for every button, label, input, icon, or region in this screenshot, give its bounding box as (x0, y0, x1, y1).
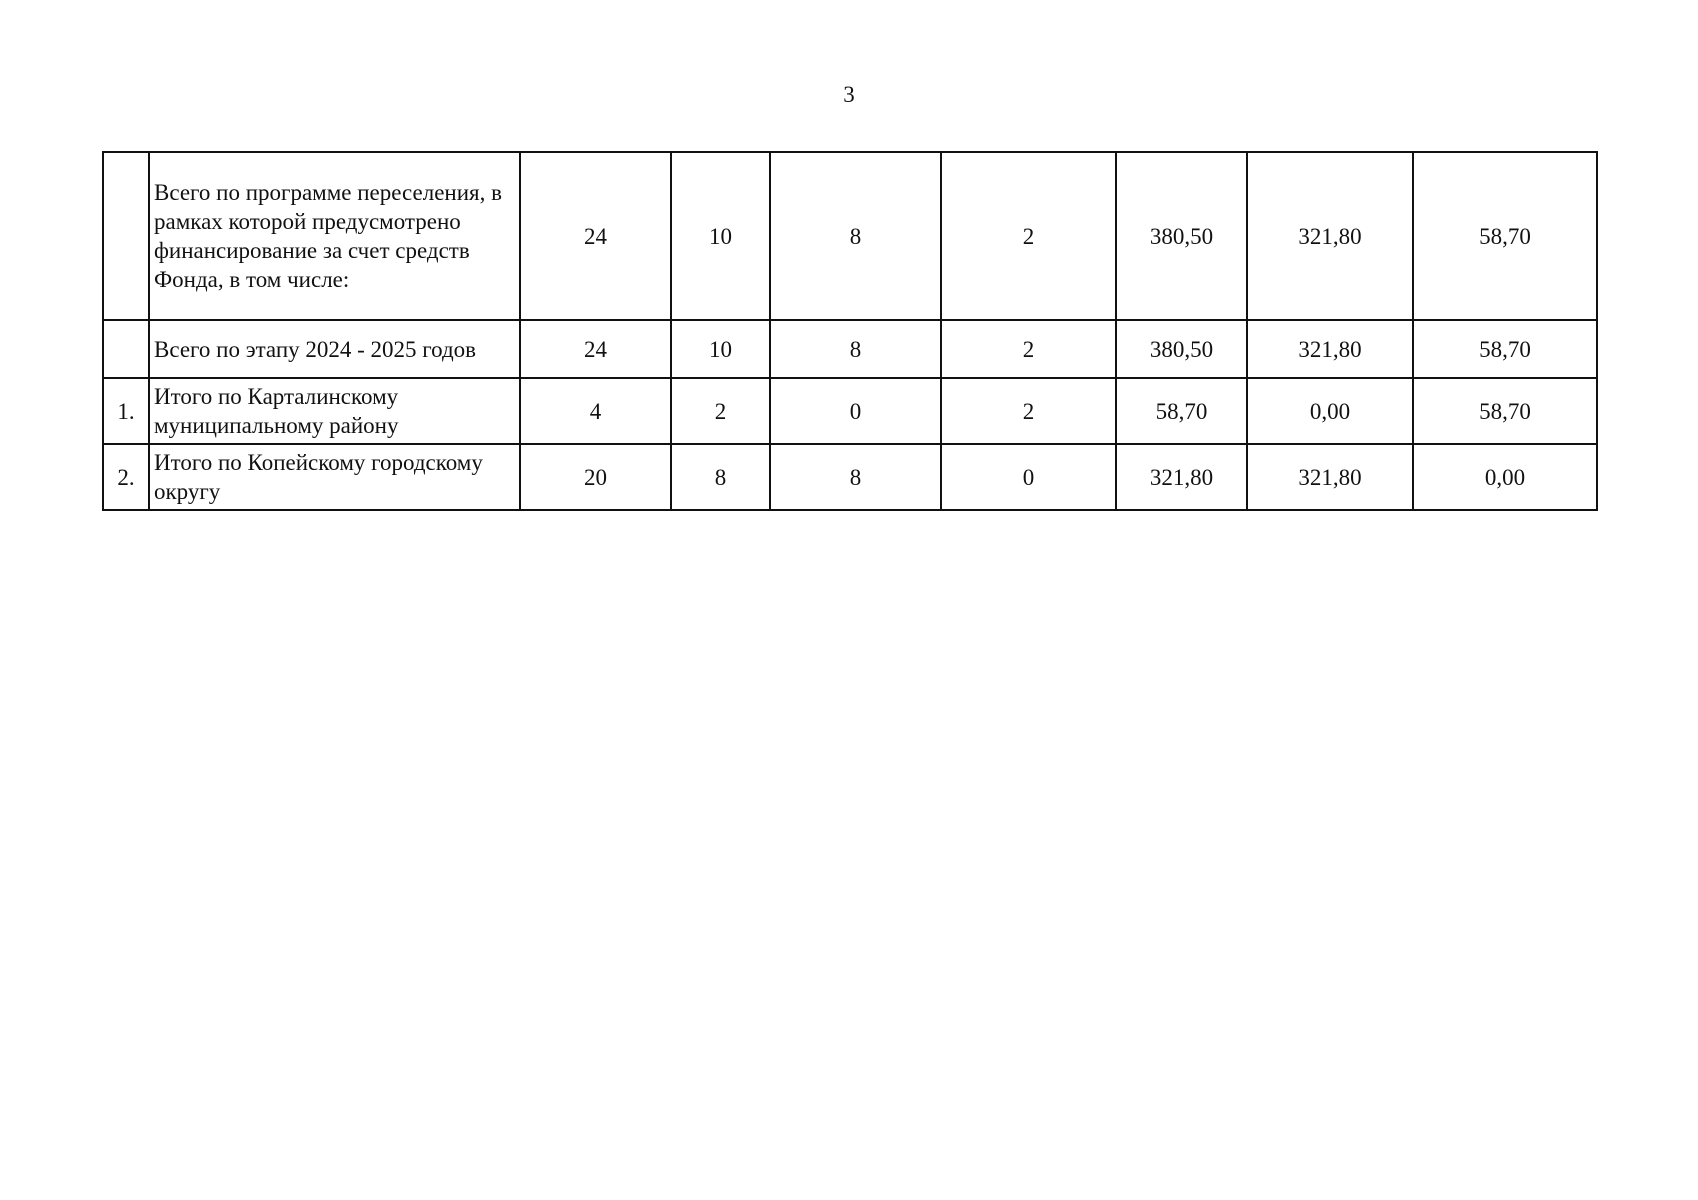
table-row (103, 152, 1597, 320)
value-cell: 58,70 (1413, 320, 1597, 378)
row-label: Всего по программе переселения, в рамках которой предусмотрено финансирование за счет средств Фонда, в том числе: (149, 152, 520, 320)
value-cell: 20 (520, 444, 671, 510)
value-cell: 0 (770, 378, 941, 444)
value-cell: 8 (770, 152, 941, 320)
table-row (103, 320, 1597, 378)
value-cell: 0,00 (1413, 444, 1597, 510)
row-number (103, 152, 149, 320)
value-cell: 321,80 (1116, 444, 1247, 510)
value-cell: 58,70 (1413, 378, 1597, 444)
value-cell: 4 (520, 378, 671, 444)
value-cell: 380,50 (1116, 320, 1247, 378)
value-cell: 380,50 (1116, 152, 1247, 320)
value-cell: 321,80 (1247, 152, 1413, 320)
table-row (103, 444, 1597, 510)
row-label: Всего по этапу 2024 - 2025 годов (149, 320, 520, 378)
value-cell: 2 (941, 152, 1116, 320)
row-label: Итого по Карталинскому муниципальному району (149, 378, 520, 444)
value-cell: 321,80 (1247, 320, 1413, 378)
value-cell: 0 (941, 444, 1116, 510)
value-cell: 8 (770, 320, 941, 378)
table-row (103, 378, 1597, 444)
value-cell: 24 (520, 152, 671, 320)
value-cell: 2 (941, 320, 1116, 378)
row-number: 2. (103, 444, 149, 510)
row-number: 1. (103, 378, 149, 444)
value-cell: 2 (941, 378, 1116, 444)
value-cell: 321,80 (1247, 444, 1413, 510)
value-cell: 8 (671, 444, 770, 510)
summary-table (102, 151, 1598, 511)
value-cell: 2 (671, 378, 770, 444)
value-cell: 58,70 (1116, 378, 1247, 444)
value-cell: 0,00 (1247, 378, 1413, 444)
page-number: 3 (843, 82, 855, 107)
value-cell: 24 (520, 320, 671, 378)
value-cell: 10 (671, 152, 770, 320)
value-cell: 58,70 (1413, 152, 1597, 320)
row-label: Итого по Копейскому городскому округу (149, 444, 520, 510)
value-cell: 8 (770, 444, 941, 510)
row-number (103, 320, 149, 378)
value-cell: 10 (671, 320, 770, 378)
